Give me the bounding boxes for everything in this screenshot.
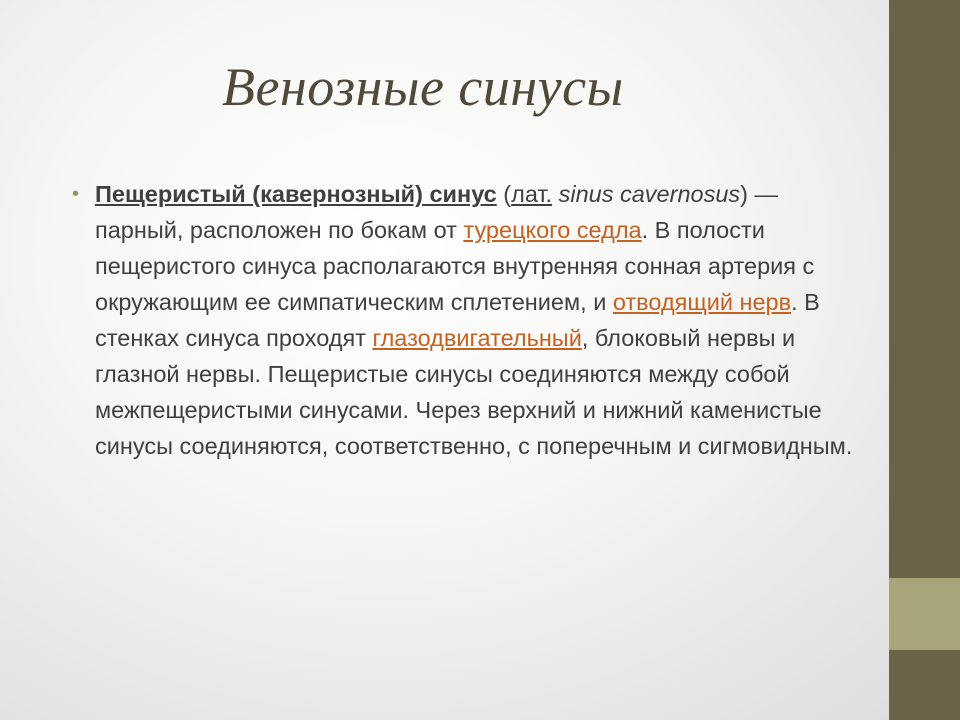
text-segment-3: . В стенках синуса проходят — [95, 289, 820, 351]
lat-abbreviation: лат. — [511, 181, 553, 207]
term-cavernous-sinus: Пещеристый (кавернозный) синус — [95, 181, 497, 207]
text-segment-2: . В полости пещеристого синуса располагаются внутренняя сонная артерия с окружающим ее симпатическим сплетением, и — [95, 217, 815, 315]
link-abducens-nerve[interactable]: отводящий нерв — [612, 289, 792, 315]
bullet-icon: • — [72, 183, 80, 205]
sidebar-accent-block — [889, 578, 960, 650]
text-segment-4: , блоковый нервы и глазной нервы. Пещеристые синусы соединяются между собой межпещеристыми синусами. Через верхний и нижний каменистые синусы соединяются, соответственно, с поперечным и сигмовидным. — [95, 325, 853, 459]
link-oculomotor-nerve[interactable]: глазодвигательный — [372, 325, 582, 351]
text-lat-open: ( — [496, 181, 512, 207]
link-sella-turcica[interactable]: турецкого седла — [463, 217, 642, 243]
latin-name: sinus cavernosus — [558, 181, 741, 207]
text-after-latin: ) — парный, расположен по бокам от — [95, 181, 779, 243]
body-paragraph — [95, 176, 855, 464]
slide-title: Венозные синусы — [222, 57, 624, 117]
